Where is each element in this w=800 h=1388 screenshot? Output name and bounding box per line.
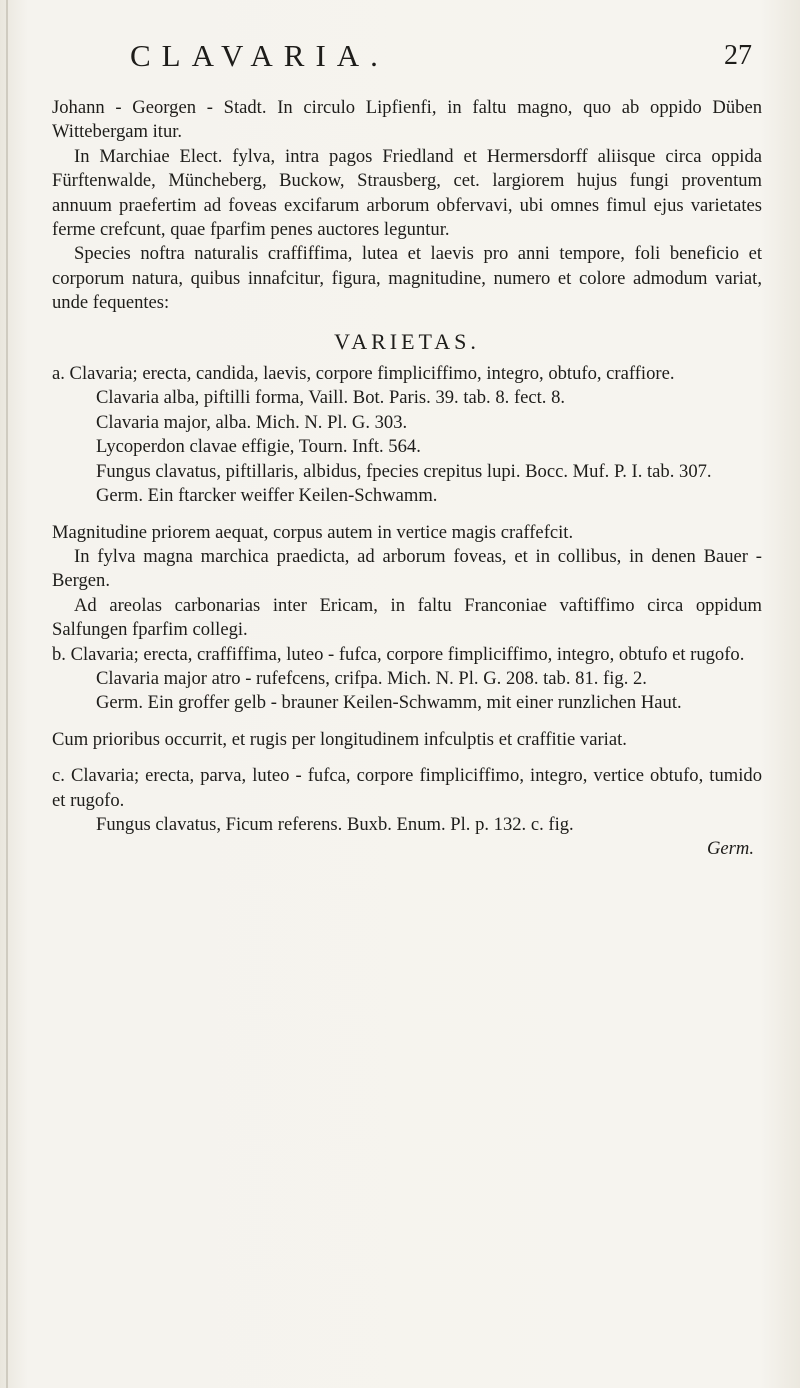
variety-a-german-name: Germ. Ein ftarcker weiffer Keilen-Schwamm. — [96, 485, 438, 507]
variety-a-synonym: Fungus clavatus, piftillaris, albidus, fpecies crepitus lupi. Bocc. Muf. P. I. tab. 307. — [96, 460, 712, 482]
page-edge — [6, 0, 8, 1388]
running-title: CLAVARIA. — [130, 38, 389, 73]
paragraph-locality-2: In Marchiae Elect. fylva, intra pagos Friedland et Hermersdorff aliisque circa oppida Fürftenwalde, Müncheberg, Buckow, Strausberg, cet. largiorem hujus fungi proventum annuum praefertim ad foveas excifarum arborum obfervavi, ubi omnes fimul ejus varietates ferme crefcunt, quae fparfim penes auctores leguntur. — [52, 145, 762, 241]
variety-a-locality: Ad areolas carbonarias inter Ericam, in faltu Franconiae vaftiffimo circa oppidum Salfungen fparfim collegi. — [52, 594, 762, 641]
body-text — [52, 96, 762, 862]
variety-a-locality: In fylva magna marchica praedicta, ad arborum foveas, et in collibus, in denen Bauer - Bergen. — [52, 545, 762, 592]
variety-a-synonym: Clavaria alba, piftilli forma, Vaill. Bot. Paris. 39. tab. 8. fect. 8. — [96, 387, 566, 409]
catchword: Germ. — [707, 838, 754, 860]
variety-b-german-name: Germ. Ein groffer gelb - brauner Keilen-Schwamm, mit einer runzlichen Haut. — [96, 692, 682, 714]
variety-c-synonym: Fungus clavatus, Ficum referens. Buxb. Enum. Pl. p. 132. c. fig. — [96, 813, 574, 835]
variety-a-synonym: Clavaria major, alba. Mich. N. Pl. G. 303. — [96, 411, 408, 433]
variety-a-heading: a. Clavaria; erecta, candida, laevis, corpore fimpliciffimo, integro, obtufo, craffiore. — [52, 363, 675, 385]
paragraph-locality-1: Johann - Georgen - Stadt. In circulo Lipfienfi, in faltu magno, quo ab oppido Düben Wittebergam itur. — [52, 97, 762, 143]
variety-c-heading: c. Clavaria; erecta, parva, luteo - fufca, corpore fimpliciffimo, integro, vertice obtufo, tumido et rugofo. — [52, 765, 762, 811]
paragraph-species-description: Species noftra naturalis craffiffima, lutea et laevis pro anni tempore, foli beneficio et corporum natura, quibus innafcitur, figura, magnitudine, numero et colore admodum variat, unde fequentes: — [52, 243, 762, 314]
page-number: 27 — [724, 40, 752, 71]
variety-b-synonym: Clavaria major atro - rufefcens, crifpa. Mich. N. Pl. G. 208. tab. 81. fig. 2. — [96, 667, 647, 689]
variety-b-heading: b. Clavaria; erecta, craffiffima, luteo - fufca, corpore fimpliciffimo, integro, obtufo et rugofo. — [52, 643, 745, 665]
section-heading-varietas: VARIETAS. — [334, 328, 480, 354]
variety-b-note: Cum prioribus occurrit, et rugis per longitudinem infculptis et craffitie variat. — [52, 728, 627, 750]
variety-a-note: Magnitudine priorem aequat, corpus autem in vertice magis craffefcit. — [52, 521, 574, 543]
variety-a-synonym: Lycoperdon clavae effigie, Tourn. Inft. 564. — [96, 436, 421, 458]
page-header — [130, 38, 760, 78]
